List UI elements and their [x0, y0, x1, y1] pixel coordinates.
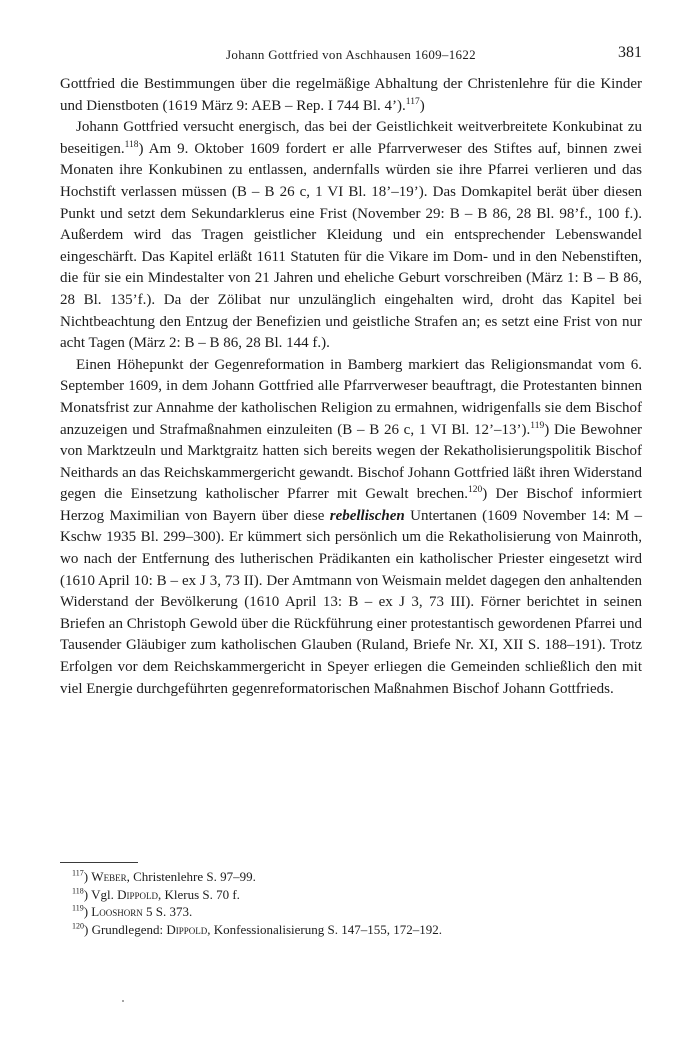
footnote-reference[interactable]: 118	[124, 139, 139, 150]
paragraph: Gottfried die Bestimmungen über die regelmäßige Abhaltung der Christenlehre für die Kinder und Dienstboten (1619 März 9: AEB – Rep. I 744 Bl. 4’).$^{117}$)	[60, 76, 642, 114]
footnote-reference[interactable]: 119	[530, 420, 545, 431]
author-name: Dippold	[117, 886, 158, 902]
footnote-reference[interactable]: 117	[405, 96, 420, 107]
footnote: $^{118}$) Vgl. Dippold, Klerus S. 70 f.	[72, 886, 240, 902]
paragraph: Einen Höhepunkt der Gegenreformation in Bamberg markiert das Religionsmandat vom 6. September 1609, in dem Johann Gottfried alle Pfarrverweser beauftragt, die Protestanten binnen Monatsfrist zur Annahme der katholischen Religion zu ermahnen, widrigenfalls sie dem Bischof anzuzeigen und Strafmaßnahmen einzuleiten (B – B 26 c, 1 VI Bl. 12’–13’).$^{119}$) Die Bewohner von Marktzeuln und Marktgraitz hatten sich bereits wegen der Rekatholisierungspolitik Bischof Neithards an das Reichskammergericht gewandt. Bischof Johann Gottfried läßt ihren Widerstand gegen die Einsetzung katholischer Pfarrer mit Gewalt brechen.$^{120}$) Der Bischof informiert Herzog Maximilian von Bayern über diese rebellischen Untertanen (1609 November 14: M – Kschw 1935 Bl. 299–300). Er kümmert sich persönlich um die Rekatholisierung von Mainroth, wo nach der Entfernung des lutherischen Prädikanten ein katholischer Priester eingesetzt wird (1610 April 10: B – ex J 3, 73 II). Der Amtmann von Weismain meldet dagegen den anhaltenden Widerstand der Bevölkerung (1610 April 13: B – ex J 3, 73 III). Förner berichtet in seinen Briefen an Christoph Gewold über die Rückführung einer protestantisch gewordenen Pfarrei und Tausender Gläubiger zum katholischen Glauben (Ruland, Briefe Nr. XI, XII S. 188–191). Trotz Erfolgen vor dem Reichskammergericht in Speyer erliegen die Gemeinden schließlich den mit viel Energie durchgeführten gegenreformatorischen Maßnahmen Bischof Johann Gottfrieds.	[60, 356, 642, 697]
footnotes	[60, 868, 642, 938]
footnote-reference[interactable]: 120	[468, 485, 483, 496]
page-header	[60, 44, 642, 68]
emphasized-text: rebellischen	[329, 507, 405, 524]
footnote-number: 117	[72, 868, 84, 878]
footnote: $^{119}$) Looshorn 5 S. 373.	[72, 903, 193, 919]
footnote-number: 120	[72, 921, 84, 931]
author-name: Looshorn	[91, 904, 143, 919]
footnote-number: 119	[72, 903, 84, 913]
page-number: 381	[618, 44, 642, 61]
footnote: $^{117}$) Weber, Christenlehre S. 97–99.	[72, 868, 256, 884]
footnote-separator	[60, 862, 138, 863]
author-name: Dippold	[166, 921, 208, 937]
speck-mark	[122, 1000, 124, 1002]
footnote: $^{120}$) Grundlegend: Dippold, Konfessionalisierung S. 147–155, 172–192.	[72, 921, 442, 937]
paragraph: Johann Gottfried versucht energisch, das bei der Geistlichkeit weitverbreitete Konkubinat zu beseitigen.$^{118}$) Am 9. Oktober 1609 fordert er alle Pfarrverweser des Stiftes auf, binnen zwei Monaten ihre Konkubinen zu entlassen, andernfalls würden sie ihre Pfarrei verlieren und das Hochstift verlassen müssen (B – B 26 c, 1 VI Bl. 18’–19’). Das Domkapitel berät über diesen Punkt und setzt dem Sekundarklerus eine Frist (November 29: B – B 86, 28 Bl. 98’f., 100 f.). Außerdem wird das Tragen geistlicher Kleidung und ein entsprechender Lebenswandel eingeschärft. Das Kapitel erläßt 1611 Statuten für die Vikare im Dom- und in den Nebenstiften, die für sie ein Mindestalter von 21 Jahren und eheliche Geburt vorschreiben (März 1: B – B 86, 28 Bl. 135’f.). Da der Zölibat nur unzulänglich eingehalten wird, droht das Kapitel bei Nichtbeachtung den Entzug der Benefizien und geistliche Strafen an; es setzt eine Frist von nur acht Tagen (März 2: B – B 86, 28 Bl. 144 f.).	[60, 119, 642, 352]
footnote-number: 118	[72, 886, 84, 896]
main-text	[60, 74, 642, 700]
author-name: Weber	[91, 869, 127, 884]
running-title: Johann Gottfried von Aschhausen 1609–1622	[226, 47, 476, 62]
